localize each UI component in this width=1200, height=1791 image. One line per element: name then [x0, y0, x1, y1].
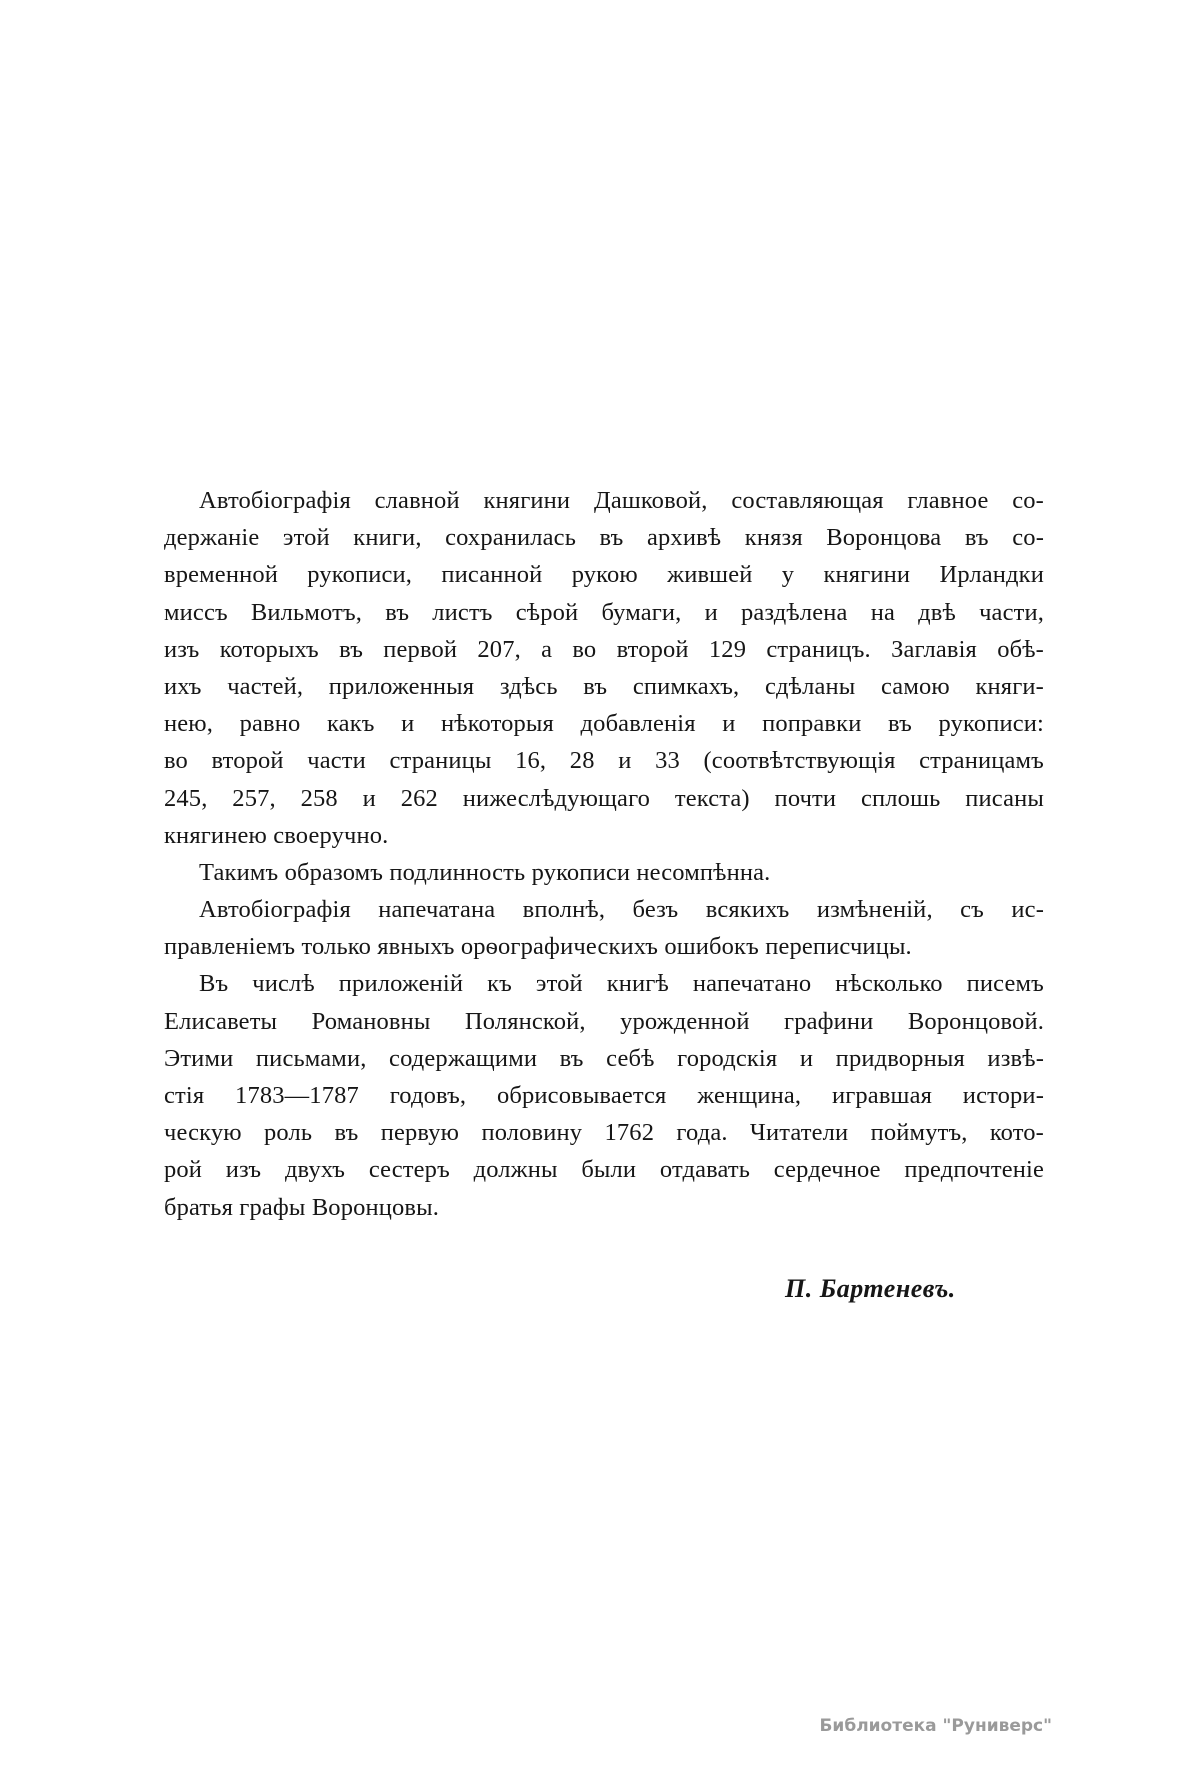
text-line: временной рукописи, писанной рукою жившей у княгини Ирландки [164, 561, 1044, 589]
text-line: правленіемъ только явныхъ орѳографическихъ ошибокъ переписчицы. [164, 933, 912, 961]
text-line: братья графы Воронцовы. [164, 1193, 440, 1221]
text-line: ческую роль въ первую половину 1762 года. Читатели поймутъ, кото- [164, 1119, 1044, 1147]
text-line: Такимъ образомъ подлинность рукописи несомпѣнна. [199, 858, 771, 886]
text-line: Этими письмами, содержащими въ себѣ городскія и придворныя извѣ- [164, 1044, 1044, 1072]
text-line: нею, равно какъ и нѣкоторыя добавленія и поправки въ рукописи: [164, 710, 1044, 738]
text-line: Елисаветы Романовны Полянской, урожденной графини Воронцовой. [164, 1007, 1044, 1035]
text-line: изъ которыхъ въ первой 207, а во второй 129 страницъ. Заглавія обѣ- [164, 635, 1044, 663]
text-line: Автобіографія напечатана вполнѣ, безъ всякихъ измѣненій, съ ис- [199, 896, 1044, 924]
text-line: миссъ Вильмотъ, въ листъ сѣрой бумаги, и раздѣлена на двѣ части, [164, 598, 1044, 626]
text-line: во второй части страницы 16, 28 и 33 (соотвѣтствующія страницамъ [164, 747, 1044, 775]
text-line: ихъ частей, приложенныя здѣсь въ спимкахъ, сдѣланы самою княги- [164, 672, 1044, 700]
text-line: держаніе этой книги, сохранилась въ архивѣ князя Воронцова въ со- [164, 524, 1044, 552]
text-line: рой изъ двухъ сестеръ должны были отдавать сердечное предпочтеніе [164, 1156, 1044, 1184]
text-line: 245, 257, 258 и 262 нижеслѣдующаго текста) почти сплошь писаны [164, 784, 1044, 812]
author-signature: П. Бартеневъ. [785, 1274, 956, 1303]
text-line: стія 1783—1787 годовъ, обрисовывается женщина, игравшая истори- [164, 1082, 1044, 1109]
library-watermark: Библиотека "Руниверс" [819, 1716, 1052, 1736]
text-line: Въ числѣ приложеній къ этой книгѣ напечатано нѣсколько писемъ [199, 970, 1044, 998]
text-line: княгинею своеручно. [164, 821, 389, 849]
text-line: Автобіографія славной княгини Дашковой, составляющая главное со- [199, 487, 1044, 514]
preface-text [164, 482, 1044, 1226]
